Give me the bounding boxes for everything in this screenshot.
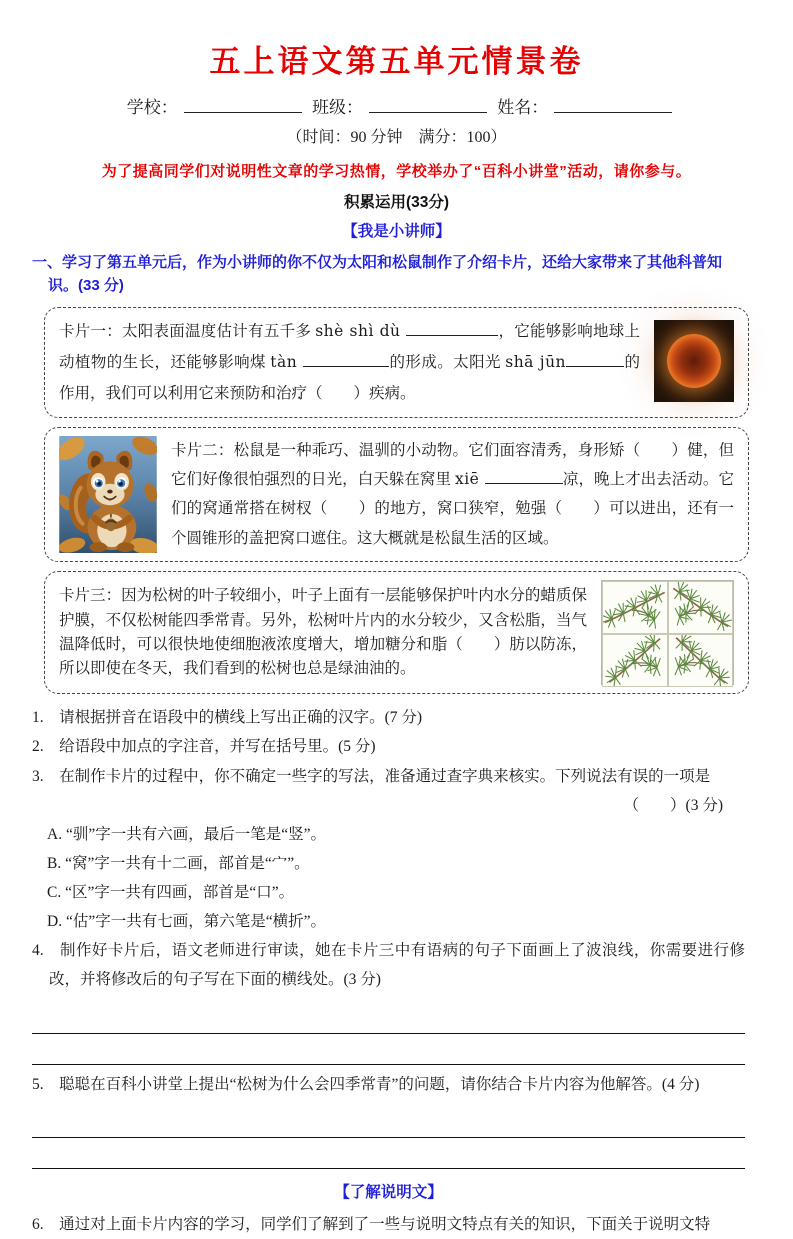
student-info-row xyxy=(0,93,793,118)
card-two-text xyxy=(171,436,734,554)
squirrel-photo xyxy=(59,436,157,553)
section-heading-accumulation: 积累运用(33分) xyxy=(343,194,450,211)
dotted-character: 脂 xyxy=(431,635,448,653)
question-number: 6. xyxy=(32,1215,44,1233)
question-text: 制作好卡片后，语文老师进行审读，她在卡片三中有语病的句子下面画上了波浪线，你需要进行修改，并将修改后的句子写在下面的横线处。(3 分) xyxy=(49,942,745,989)
card-two-squirrel xyxy=(44,427,749,563)
class-input-blank[interactable] xyxy=(369,96,487,113)
card-text-run: ，它能够影响地球上动植物的生长，还能够影响煤 xyxy=(59,322,640,371)
pinyin-fill-blank[interactable] xyxy=(406,320,498,336)
pinyin-fill-blank[interactable] xyxy=(485,468,563,484)
card-text-run: 卡片三：因为松树的叶子较细小，叶子上面有一层能够保护叶内水分的蜡质保护膜，不仅松树能四季常青。另外，松树叶片内的水分较少，又含松脂，当气温降低时，可以很快地使细胞液浓度增大，增加糖分和 xyxy=(59,587,587,653)
sun-disc-icon xyxy=(667,334,721,388)
name-label: 姓名： xyxy=(497,98,549,117)
question-text: 请根据拼音在语段中的横线上写出正确的汉字。(7 分) xyxy=(59,709,423,727)
card-text-run: （ ）可以进出，还有一个圆锥形的盖把窝口遮住。这大概就是松鼠生活的区域。 xyxy=(171,500,734,547)
page-title: 五上语文第五单元情景卷 xyxy=(209,44,584,79)
question-text: 聪聪在百科小讲堂上提出“松树为什么会四季常青”的问题，请你结合卡片内容为他解答。(4 分) xyxy=(59,1075,700,1093)
name-input-blank[interactable] xyxy=(554,96,672,113)
option-b[interactable]: B. “窝”字一共有十二画，部首是“宀”。 xyxy=(47,854,310,872)
card-three-pine xyxy=(44,571,749,694)
pinyin-fill-blank[interactable] xyxy=(566,351,624,367)
card-text-run: （ ）的地方，窝口狭窄，勉 xyxy=(311,500,531,518)
exam-paper xyxy=(0,36,793,1233)
question-text: 在制作卡片的过程中，你不确定一些字的写法，准备通过查字典来核实。下列说法有误的一项是 xyxy=(59,767,711,785)
question-number: 1. xyxy=(32,709,44,727)
scenario-intro: 为了提高同学们对说明性文章的学习热情，学校举办了“百科小讲堂”活动，请你参与。 xyxy=(101,163,692,180)
pine-branch-cell xyxy=(668,634,734,687)
school-label: 学校： xyxy=(126,98,178,117)
dotted-character: 矫 xyxy=(608,441,625,459)
pine-branch-cell xyxy=(668,581,734,634)
banner-expository-text: 【了解说明文】 xyxy=(334,1183,443,1201)
pinyin-text: xiē xyxy=(454,469,485,488)
question-item-3 xyxy=(32,762,745,791)
pine-branch-cell xyxy=(602,581,668,634)
question-item-5 xyxy=(32,1070,745,1099)
question-item-4 xyxy=(32,936,745,994)
question-one-stem: 一、学习了第五单元后，作为小讲师的你不仅为太阳和松鼠制作了介绍卡片，还给大家带来了其他科普知识。(33 分) xyxy=(32,254,723,295)
card-text-run: （ ）疾病。 xyxy=(307,384,416,402)
card-text-run: 的作用，我们可以利用它来预防和治 xyxy=(59,353,640,402)
dotted-character: 强 xyxy=(530,500,547,518)
card-three-text xyxy=(59,584,587,681)
question-number: 3. xyxy=(32,767,44,785)
card-text-run: 的形成。太阳光 xyxy=(389,353,506,371)
option-d[interactable]: D. “估”字一共有七画，第六笔是“横折”。 xyxy=(47,913,326,931)
question-text: 给语段中加点的字注音，并写在括号里。(5 分) xyxy=(59,738,376,756)
pinyin-text: tàn xyxy=(270,352,304,371)
card-text-run: 凉，晚上才出去活动。它们的窝通常搭在树 xyxy=(171,470,734,518)
question-list xyxy=(32,703,745,1239)
dotted-character: 杈 xyxy=(296,500,312,518)
pinyin-text: shè shì dù xyxy=(315,321,407,340)
pinyin-text: shā jūn xyxy=(505,352,567,371)
answer-writing-line[interactable] xyxy=(32,1138,745,1169)
answer-writing-line[interactable] xyxy=(32,1107,745,1138)
pine-branches-photo xyxy=(601,580,734,685)
card-text-run: （ ）肪以防冻，所以即使在冬天，我们看到的松树也总是绿油油的。 xyxy=(59,635,587,677)
question-number: 2. xyxy=(32,738,44,756)
question-text: 通过对上面卡片内容的学习，同学们了解到了一些与说明文特点有关的知识，下面关于说明文特 xyxy=(59,1215,711,1233)
card-one-text xyxy=(59,316,640,409)
card-text-run: 卡片二：松鼠是一种乖巧、温驯的小动物。它们面容清秀，身形 xyxy=(171,441,609,459)
answer-writing-line[interactable] xyxy=(32,1034,745,1065)
question-3-answer-slot[interactable]: （ ）(3 分) xyxy=(623,796,723,814)
question-number: 5. xyxy=(32,1075,44,1093)
card-one-sun xyxy=(44,307,749,418)
question-number: 4. xyxy=(32,942,44,960)
question-item-1 xyxy=(32,703,745,732)
card-text-run: 卡片一：太阳表面温度估计有五千多 xyxy=(59,322,316,340)
time-score-info: （时间：90 分钟 满分：100） xyxy=(286,129,507,146)
question-3-options xyxy=(47,820,745,937)
banner-little-lecturer: 【我是小讲师】 xyxy=(342,223,451,240)
school-input-blank[interactable] xyxy=(184,96,302,113)
card-text-run: （ ）健，但它们好像很怕强烈的日光，白天躲在窝里 xyxy=(171,441,734,488)
dotted-character: 疗 xyxy=(291,384,308,402)
pinyin-fill-blank[interactable] xyxy=(303,351,389,367)
question-item-6 xyxy=(32,1210,745,1239)
option-a[interactable]: A. “驯”字一共有六画，最后一笔是“竖”。 xyxy=(47,825,326,843)
answer-writing-line[interactable] xyxy=(32,1003,745,1034)
option-c[interactable]: C. “区”字一共有四画，部首是“口”。 xyxy=(47,884,295,901)
pine-branch-cell xyxy=(602,634,668,687)
class-label: 班级： xyxy=(312,98,363,117)
sun-photo xyxy=(654,320,734,402)
question-item-2 xyxy=(32,732,745,761)
